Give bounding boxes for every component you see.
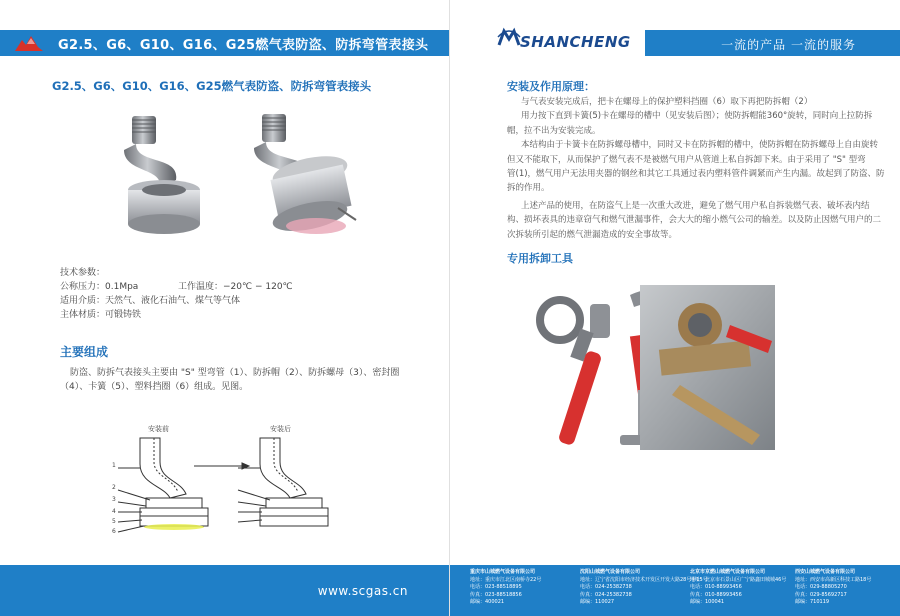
install-line-3: 帽，拉不出为安装完成。	[507, 125, 601, 136]
install-line-6: 管(1)，燃气用户无法用夹器的钢丝和其它工具通过表内塑料管件调紧而产生内漏。故起到了防盗、防	[507, 169, 885, 180]
diagram-number-4: 4	[112, 508, 116, 515]
brand-mark-icon	[498, 27, 520, 47]
install-line-4: 本结构由于卡簧卡在防拆螺母槽中，同时又卡在防拆帽的槽中，使防拆帽在防拆螺母上自由旋转	[521, 140, 879, 151]
specs-heading: 技术参数：	[60, 268, 106, 278]
spec-medium: 适用介质：天然气、液化石油气、煤气等气体	[60, 296, 241, 306]
fitting-photo-before	[110, 110, 210, 240]
right-footer-bar	[450, 565, 900, 616]
website-url: www.scgas.cn	[317, 584, 408, 598]
right-page	[450, 0, 900, 616]
tools-heading: 专用拆卸工具	[507, 252, 573, 265]
install-line-5: 但又不能取下，从而保护了燃气表不是被燃气用户从管道上私自拆卸下来。由于采用了 "S" 型弯	[507, 154, 866, 165]
office-chongqing: 重庆市山城燃气设备有限公司 地址：重庆市江北区南桥寺22号 电话：023-88518895 传真：023-88518856 邮编：400021	[470, 569, 542, 605]
install-line-2: 用力按下直到卡簧(5)卡在螺母的槽中（见安装后图）；使防拆帽能360°旋转，同时向上拉防拆	[521, 111, 873, 122]
diagram-number-3: 3	[112, 496, 116, 503]
diagram-number-6: 6	[112, 528, 116, 535]
install-line-8: 上述产品的使用，在防盗气上是一次重大改进，避免了燃气用户私自拆装燃气表、破坏表内结	[521, 200, 870, 211]
tool-in-use-photo	[640, 285, 775, 450]
assembly-diagram	[110, 432, 350, 547]
diagram-number-2: 2	[112, 484, 116, 491]
composition-text-line-2: （4）、卡簧（5）、塑料挡圈（6）组成。见图。	[60, 382, 249, 392]
left-header-title: G2.5、G6、G10、G16、G25燃气表防盗、防拆弯管表接头	[58, 38, 429, 53]
fitting-photo-after	[240, 108, 360, 243]
diagram-label-after: 安装后	[270, 425, 291, 433]
diagram-label-before: 安装前	[148, 425, 169, 433]
install-line-1: 与气表安装完成后，把卡在螺母上的保护塑料挡圈（6）取下再把防拆帽（2）	[521, 97, 813, 107]
left-footer-bar	[0, 565, 450, 616]
composition-heading: 主要组成	[60, 345, 109, 359]
spec-material: 主体材质：可锻铸铁	[60, 310, 142, 320]
left-header-bar	[0, 30, 450, 56]
diagram-number-5: 5	[112, 518, 116, 525]
install-line-10: 次拆装所引起的燃气泄漏造成的安全事故等。	[507, 229, 678, 240]
office-beijing: 北京市京燃山城燃气设备有限公司 地址：北京市石景山区广宁路鑫田城城46号 电话：010-88993456 传真：010-88993456 邮编：100041	[690, 569, 787, 605]
install-line-9: 构、损坏表具的违章窃气和燃气泄漏事件，会大大的缩小燃气公司的输差。以及防止因燃气用户的二	[507, 215, 882, 226]
install-text	[507, 95, 887, 242]
brand-logo	[498, 27, 631, 51]
office-xian: 西安山城燃气设备有限公司 地址：西安市高新区科技工路18号 电话：029-88805270 传真：029-85692717 邮编：710119	[795, 569, 872, 605]
composition-text-line-1: 防盗、防拆气表接头主要由 "S" 型弯管（1）、防拆帽（2）、防拆螺母（3）、密封圈	[70, 368, 400, 378]
product-title: G2.5、G6、G10、G16、G25燃气表防盗、防拆弯管表接头	[52, 79, 372, 93]
install-heading: 安装及作用原理：	[507, 80, 595, 93]
mountain-logo-icon	[14, 34, 44, 52]
slogan: 一流的产品 一流的服务	[721, 38, 856, 52]
install-line-7: 拆的作用。	[507, 183, 550, 194]
spec-temperature: 工作温度：−20℃ − 120℃	[178, 282, 293, 292]
diagram-number-1: 1	[112, 462, 116, 469]
brand-name: SHANCHENG	[520, 33, 631, 51]
spec-pressure: 公称压力：0.1Mpa	[60, 282, 139, 292]
office-shenyang: 沈阳山城燃气设备有限公司 地址：辽宁省沈阳市经济技术开发区开发大路28号甲15号 电话：024-25382738 传真：024-25382738 邮编：110027	[580, 569, 708, 605]
right-header-bar	[645, 30, 900, 56]
